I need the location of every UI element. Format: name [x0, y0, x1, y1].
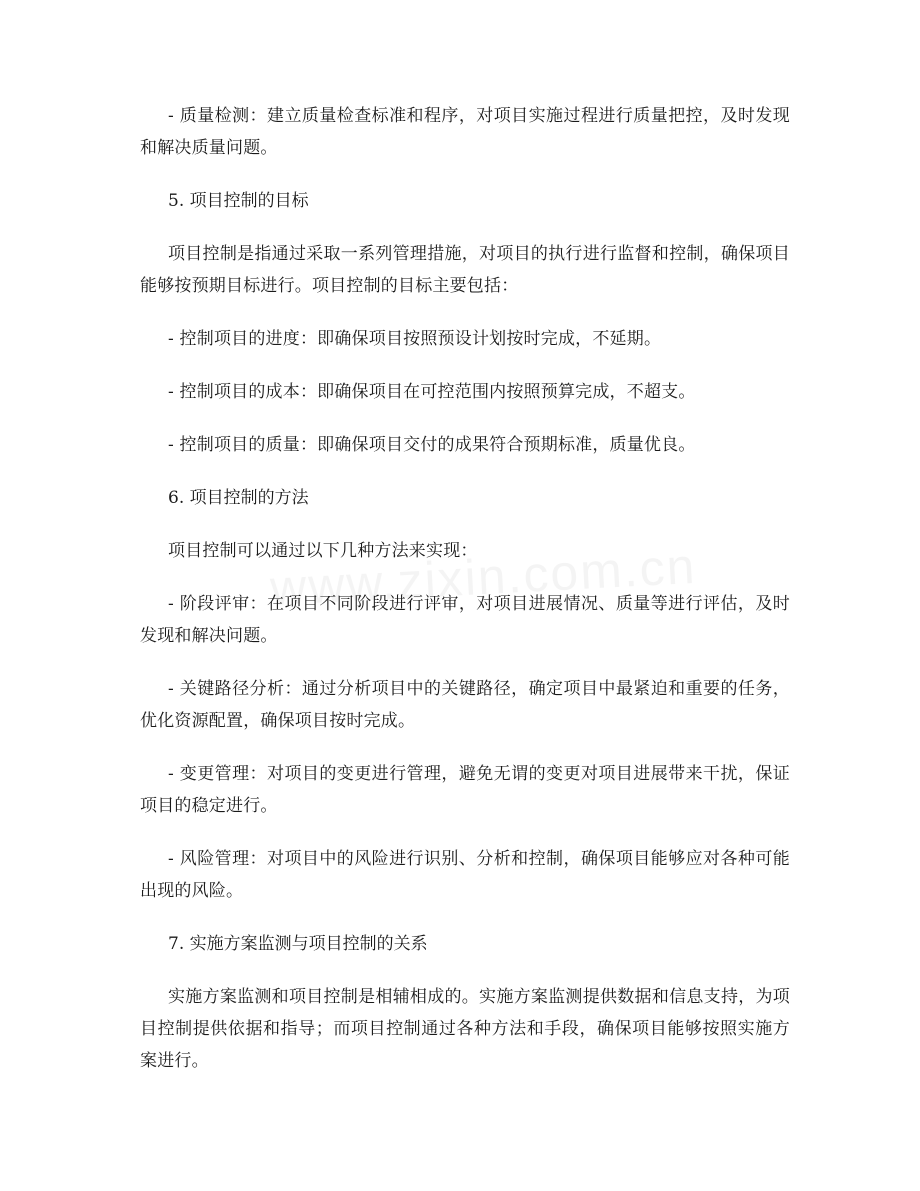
paragraph-methods-intro: 项目控制可以通过以下几种方法来实现：	[168, 541, 478, 561]
bullet-control-quality: - 控制项目的质量：即确保项目交付的成果符合预期标准，质量优良。	[168, 435, 696, 455]
paragraph-relationship: 实施方案监测和项目控制是相辅相成的。实施方案监测提供数据和信息支持，为项目控制提供依据和指导；而项目控制通过各种方法和手段，确保项目能够按照实施方案进行。	[140, 987, 790, 1071]
bullet-risk-management: - 风险管理：对项目中的风险进行识别、分析和控制，确保项目能够应对各种可能出现的风险。	[140, 849, 790, 901]
bullet-control-progress: - 控制项目的进度：即确保项目按照预设计划按时完成，不延期。	[168, 329, 662, 349]
paragraph-project-control-intro: 项目控制是指通过采取一系列管理措施，对项目的执行进行监督和控制，确保项目能够按预期目标进行。项目控制的目标主要包括：	[140, 244, 790, 296]
bullet-quality-inspection: - 质量检测：建立质量检查标准和程序，对项目实施过程进行质量把控，及时发现和解决质量问题。	[140, 106, 790, 158]
bullet-critical-path: - 关键路径分析：通过分析项目中的关键路径，确定项目中最紧迫和重要的任务，优化资源配置，确保项目按时完成。	[140, 679, 790, 731]
bullet-change-management: - 变更管理：对项目的变更进行管理，避免无谓的变更对项目进展带来干扰，保证项目的稳定进行。	[140, 764, 790, 816]
bullet-control-cost: - 控制项目的成本：即确保项目在可控范围内按照预算完成，不超支。	[168, 382, 696, 402]
heading-section-5: 5. 项目控制的目标	[168, 191, 309, 211]
document-body	[140, 100, 790, 1098]
heading-section-7: 7. 实施方案监测与项目控制的关系	[168, 934, 428, 954]
heading-section-6: 6. 项目控制的方法	[168, 488, 309, 508]
bullet-stage-review: - 阶段评审：在项目不同阶段进行评审，对项目进展情况、质量等进行评估，及时发现和解决问题。	[140, 594, 790, 646]
